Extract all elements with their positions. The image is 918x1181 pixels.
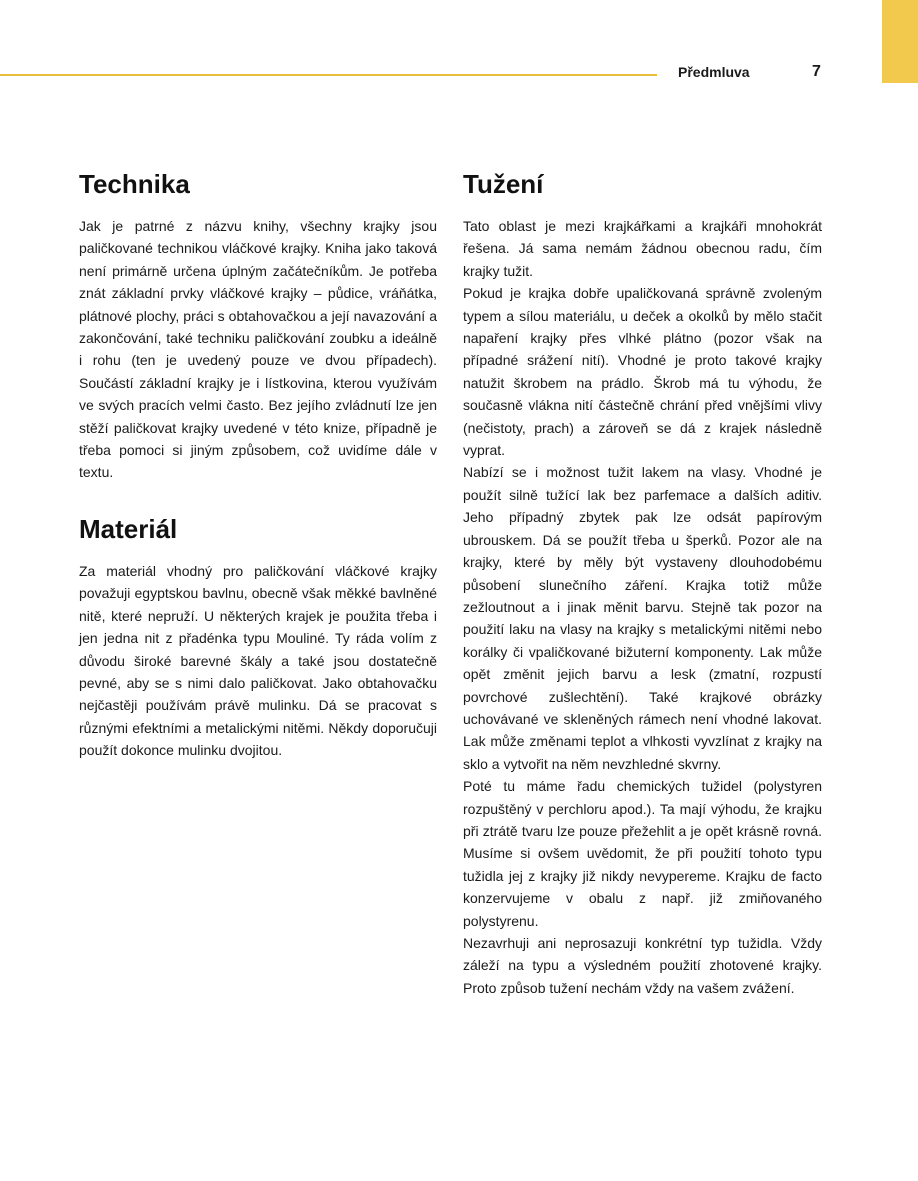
paragraph-technika: Jak je patrné z názvu knihy, všechny krajky jsou paličkované technikou vláčkové krajky. Kniha jako taková není primárně určena úplným začátečníkům. Je potřeba znát základní prvky vláčkové krajky – půdice, vráňátka, plátnové plochy, práci s obtahovačkou a její navazování a zakončování, také techniku paličkování zoubku a ideálně i rohu (ten je uvedený pouze ve dvou případech). Součástí základní krajky je i lístkovina, kterou využívám ve svých pracích velmi často. Bez jejího zvládnutí lze jen stěží paličkovat krajky uvedené v této knize, případně je třeba pomoci si jiným způsobem, což uvidíme dále v textu. (79, 218, 437, 481)
paragraph-material: Za materiál vhodný pro paličkování vláčkové krajky považuji egyptskou bavlnu, obecně však měkké bavlněné nitě, které nepruží. U některých krajek je použita třeba i jen jedna nit z přadénka typu Mouliné. Ty ráda volím z důvodu široké barevné škály a také jsou dostatečně pevné, aby se s nimi dalo paličkovat. Jako obtahovačku nejčastěji používám právě mulinku. Dá se pracovat s různými efektními a metalickými nitěmi. Někdy doporučuji použít dokonce mulinku dvojitou. (79, 562, 437, 759)
chapter-tab (882, 0, 918, 83)
running-header-title: Předmluva (678, 64, 750, 80)
heading-technika: Technika (79, 169, 190, 199)
header-rule (0, 74, 657, 76)
paragraph-tuzeni-5: Nezavrhuji ani neprosazuji konkrétní typ tužidla. Vždy záleží na typu a výsledném použití zhotovené krajky. Proto způsob tužení nechám vždy na vašem zvážení. (463, 935, 822, 996)
left-column (79, 166, 437, 762)
paragraph-tuzeni-1: Tato oblast je mezi krajkářkami a krajkáři mnohokrát řešena. Já sama nemám žádnou obecnou radu, čím krajky tužit. (463, 218, 822, 279)
section-spacer (79, 484, 437, 511)
paragraph-tuzeni-4: Poté tu máme řadu chemických tužidel (polystyren rozpuštěný v perchloru apod.). Ta mají výhodu, že krajku při ztrátě tvaru lze pouze přežehlit a je opět krásně rovná. Musíme si ovšem uvědomit, že při použití tohoto typu tužidla jej z krajky již nikdy nevypereme. Krajku de facto konzervujeme v obalu z např. již zmiňovaného polystyrenu. (463, 778, 822, 929)
paragraph-tuzeni-3: Nabízí se i možnost tužit lakem na vlasy. Vhodné je použít silně tužící lak bez parfemace a dalších aditiv. Jeho případný zbytek pak lze odsát papírovým ubrouskem. Dá se použít třeba u šperků. Pozor ale na krajky, které by měly být vystaveny dlouhodobému působení slunečního záření. Krajka totiž může zežloutnout a i jinak měnit barvu. Stejně tak pozor na použití laku na vlasy na krajky s metalickými nitěmi nebo korálky či vpaličkované bižuterní komponenty. Lak může opět změnit jejich barvu a lesk (zmatní, rozpustí povrchové zušlechtění). Také krajkové obrázky uchovávané ve skleněných rámech není vhodné lakovat. Lak může změnami teplot a vlhkosti vyvzlínat z krajky na sklo a vytvořit na něm nevzhledné skvrny. (463, 464, 822, 772)
page-number: 7 (812, 63, 821, 80)
right-column (463, 166, 822, 999)
heading-material: Materiál (79, 513, 178, 544)
heading-tuzeni: Tužení (463, 169, 544, 199)
paragraph-tuzeni-2: Pokud je krajka dobře upaličkovaná správně zvoleným typem a sílou materiálu, u deček a okolků by mělo stačit napaření krajky přes vlhké plátno (pozor však na případné srážení nití). Vhodné je proto takové krajky natužit škrobem na prádlo. Škrob má tu výhodu, že současně vlákna nití částečně chrání před vnějšími vlivy (nečistoty, prach) a zároveň se dá z krajek následně vyprat. (463, 285, 822, 459)
